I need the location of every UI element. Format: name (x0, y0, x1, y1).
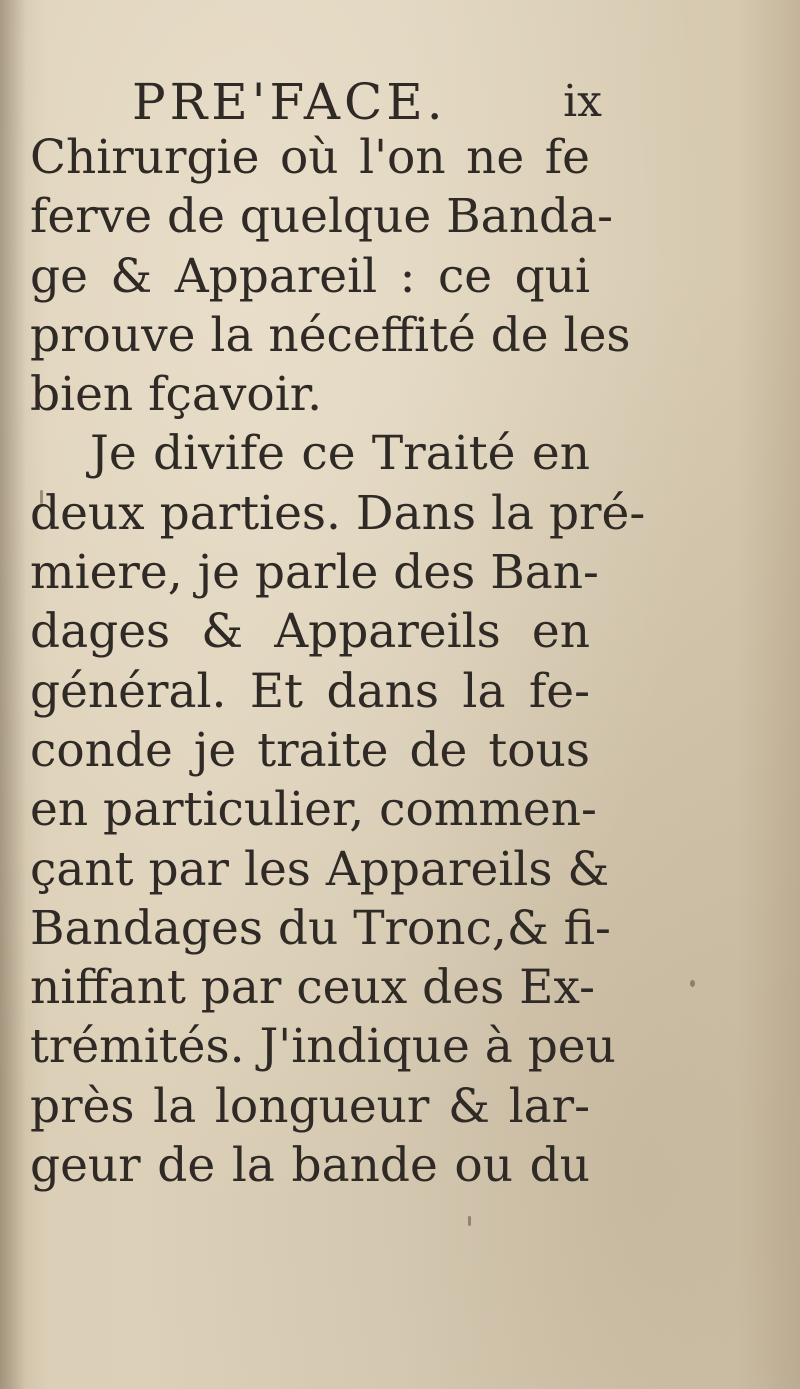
text-line: ferve de quelque Banda- (30, 189, 613, 245)
text-line: près la longueur & lar- (30, 1078, 590, 1134)
text-line: ge & Appareil : ce qui (30, 248, 590, 304)
text-line: geur de la bande ou du (30, 1138, 590, 1194)
text-line: Je divife ce Traité en (90, 426, 590, 482)
text-line: dages & Appareils en (30, 604, 590, 660)
body-text (30, 128, 646, 1195)
text-line: miere, je parle des Ban- (30, 545, 599, 601)
text-line: niffant par ceux des Ex- (30, 960, 596, 1016)
text-line: conde je traite de tous (30, 722, 590, 778)
text-line: trémités. J'indique à peu (30, 1019, 616, 1075)
text-line: Chirurgie où l'on ne fe (30, 130, 590, 185)
text-line: en particulier, commen- (30, 782, 597, 838)
text-line: prouve la néceffité de les (30, 307, 631, 363)
page-number: ix (563, 76, 602, 127)
running-head: PRE'FACE. (132, 73, 447, 131)
binding-shadow (0, 0, 26, 1389)
text-line: deux parties. Dans la pré- (30, 485, 646, 541)
paper-speck (690, 980, 695, 987)
text-line: çant par les Appareils & (30, 841, 610, 897)
text-line: bien fçavoir. (30, 367, 323, 423)
page-header (132, 72, 602, 132)
text-line: général. Et dans la fe- (30, 663, 590, 719)
paper-speck (40, 490, 43, 504)
paper-speck (468, 1216, 471, 1226)
text-line: Bandages du Tronc,& fi- (30, 900, 611, 956)
